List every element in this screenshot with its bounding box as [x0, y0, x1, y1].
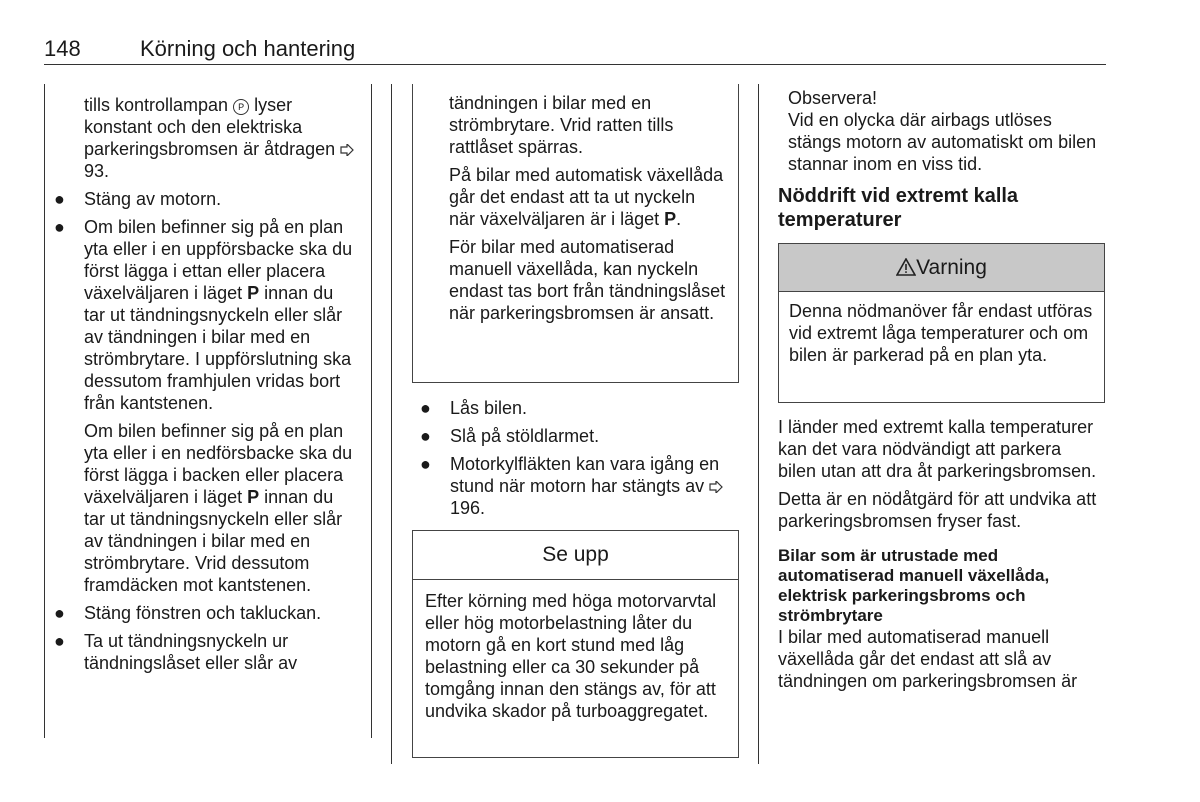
warning-title: Varning — [916, 256, 987, 279]
list-item: ● Slå på stöldlarmet. — [420, 426, 600, 446]
bullet: ● — [420, 426, 431, 446]
col3-left-rule — [758, 84, 759, 764]
note-title: Observera! — [788, 88, 878, 108]
bullet: ● — [420, 454, 431, 474]
column-1 — [46, 94, 358, 680]
warning-body: Denna nödmanöver får endast utföras vid extremt låga temperaturer och om bilen är parkerad på en plan yta. — [789, 301, 1093, 365]
page-ref: 93. — [84, 161, 110, 181]
section-heading — [778, 184, 1098, 232]
page-ref-arrow-icon — [709, 481, 723, 493]
caution-title: Se upp — [413, 531, 738, 580]
bullet: ● — [54, 603, 65, 623]
warning-triangle-icon — [896, 258, 916, 276]
warning-header — [779, 244, 1104, 292]
header-rule — [44, 64, 1106, 65]
col1-right-rule — [371, 84, 372, 738]
paragraph: I bilar med automatiserad manuell växellåda går det endast att slå av tändningen om parkeringsbromsen är — [778, 627, 1078, 691]
bullet: ● — [420, 398, 431, 418]
list-item: ● Stäng fönstren och takluckan. — [54, 603, 322, 623]
subsection-title: Bilar som är utrustade med automatiserad manuell växellåda, elektrisk parkeringsbroms och strömbrytare — [778, 546, 1050, 625]
caution-body: Efter körning med höga motorvarvtal eller hög motorbelastning låter du motorn gå en kort stund med låg belastning eller ca 30 sekunder på tomgång innan den stängs av, för att undvika skador på turboaggregatet. — [425, 591, 717, 721]
continuation-text: tills kontrollampan P lyser konstant och den elektriska parkeringsbromsen är åtdragen 93. — [46, 94, 358, 182]
column-3-text — [778, 416, 1103, 692]
continued-note-box: tändningen i bilar med en strömbrytare. Vrid ratten tills rattlåset spärras. På bilar med automatisk växellåda går det endast att ta ut nyckeln när växelväljaren är i läget P. För bilar med automatiserad manuell växellåda, kan nyckeln endast tas bort från tändningslåset när parkeringsbromsen är ansatt. — [412, 84, 739, 383]
paragraph: I länder med extremt kalla temperaturer kan det vara nödvändigt att parkera bilen utan att dra åt parkeringsbromsen. — [778, 417, 1097, 481]
section-title: Nöddrift vid extremt kalla temperaturer — [778, 185, 1019, 231]
bullet: ● — [54, 217, 65, 237]
list-item: ● Motorkylfläkten kan vara igång en stund när motorn har stängts av 196. — [412, 453, 742, 519]
parking-lamp-icon: P — [233, 99, 249, 115]
page-number: 148 — [44, 36, 81, 61]
page-ref: 196. — [450, 498, 486, 518]
list-item: ● Lås bilen. — [420, 398, 528, 418]
col2-left-rule — [391, 84, 392, 764]
note-body: Vid en olycka där airbags utlöses stängs motorn av automatiskt om bilen stannar inom en viss tid. — [788, 110, 1097, 174]
col1-left-rule — [44, 84, 45, 738]
bullet: ● — [54, 631, 65, 651]
page-header — [44, 36, 355, 62]
bullet: ● — [54, 189, 65, 209]
warning-box — [778, 243, 1105, 403]
list-item: ● Om bilen befinner sig på en plan yta eller i en uppförsbacke ska du först lägga i ettan eller placera växelväljaren i läget P innan du tar ut tändningsnyckeln eller slår av tändningen i bilar med en strömbrytare. I uppförslutning ska dessutom framhjulen vridas bort från kantstenen. — [54, 217, 353, 413]
column-2-list — [412, 397, 742, 525]
page-title: Körning och hantering — [140, 36, 356, 61]
caution-box — [412, 530, 739, 758]
list-item: ● Stäng av motorn. — [54, 189, 222, 209]
page-ref-arrow-icon — [340, 144, 354, 156]
list-item: ● Ta ut tändningsnyckeln ur tändningslåset eller slår av — [54, 631, 298, 673]
paragraph: Detta är en nödåtgärd för att undvika att parkeringsbromsen fryser fast. — [778, 489, 1097, 531]
note-block — [788, 87, 1098, 175]
paragraph: Om bilen befinner sig på en plan yta eller i en nedförsbacke ska du först lägga i backen eller placera växelväljaren i läget P innan du tar ut tändningsnyckeln eller slår av tändningen i bilar med en strömbrytare. Vrid dessutom framdäcken mot kantstenen. — [84, 421, 353, 595]
